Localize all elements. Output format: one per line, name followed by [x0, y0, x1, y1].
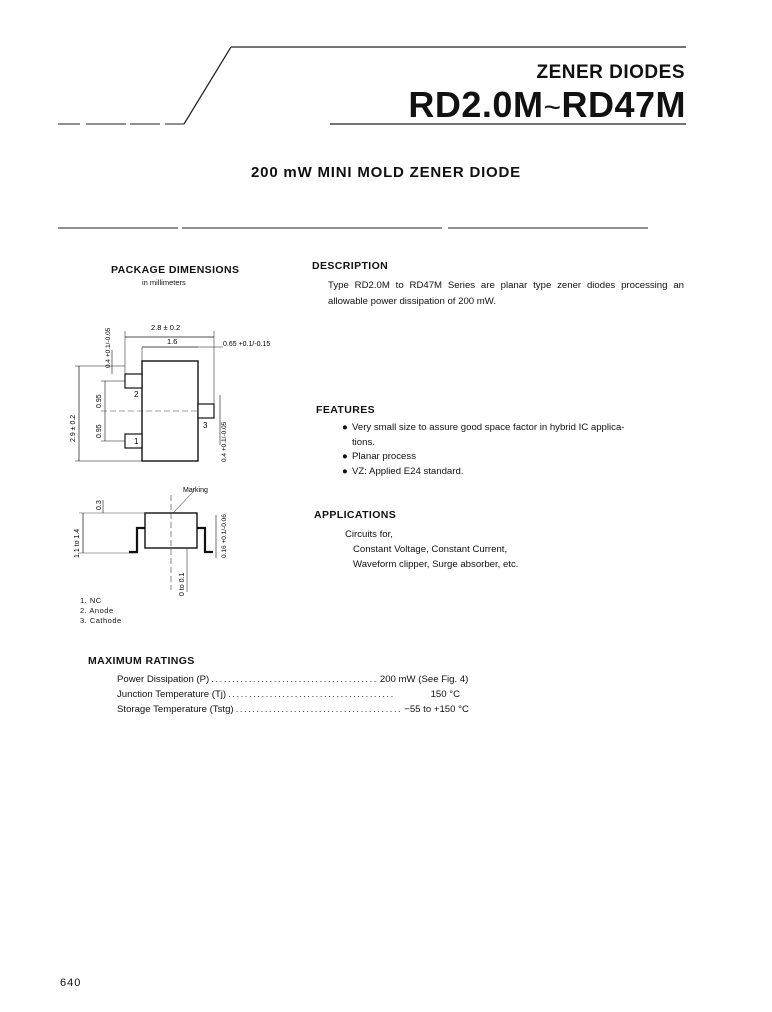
part-separator: ~ [543, 91, 562, 124]
dim-width-overall: 2.8 ± 0.2 [151, 323, 181, 332]
feature-item: ● VZ: Applied E24 standard. [342, 465, 684, 480]
feature-item: ● Very small size to assure good space factor in hybrid IC applica- tions. [342, 422, 625, 448]
dim-pitch-upper: 0.95 [96, 394, 103, 408]
pin-label-1: 1 [134, 437, 139, 446]
dim-height-overall: 2.9 ± 0.2 [70, 414, 77, 442]
rating-label: Storage Temperature (Tstg) [117, 704, 234, 715]
dim-side-top: 0.3 [96, 500, 103, 510]
page-number: 640 [60, 977, 82, 989]
part-range-title [300, 84, 686, 126]
rating-value: 200 mW (See Fig. 4) [379, 674, 469, 685]
package-unit-note: in millimeters [142, 278, 186, 287]
marking-label: Marking [183, 487, 208, 494]
dim-side-height: 1.1 to 1.4 [74, 528, 81, 558]
rating-label: Power Dissipation (P) [117, 674, 210, 685]
bullet-icon: ● [342, 451, 348, 462]
pin-label-3: 3 [203, 421, 208, 430]
category-title: ZENER DIODES [536, 62, 685, 83]
description-heading: DESCRIPTION [312, 260, 389, 272]
dim-pitch-lower: 0.95 [96, 424, 103, 438]
package-drawing [55, 300, 271, 600]
rating-label: Junction Temperature (Tj) [117, 689, 227, 700]
part-start: RD2.0M [408, 84, 544, 125]
rating-row: Storage Temperature (Tstg) ........................................ −55 to +150 °C [117, 704, 469, 715]
rating-row: Junction Temperature (Tj) ........................................ 150 °C [117, 689, 460, 700]
bullet-icon: ● [342, 422, 348, 433]
maximum-ratings-heading: MAXIMUM RATINGS [88, 655, 195, 667]
applications-line: Circuits for, [345, 529, 393, 540]
package-dimensions-heading: PACKAGE DIMENSIONS [111, 264, 240, 276]
feature-item: ● Planar process [342, 450, 684, 465]
features-list [342, 421, 684, 479]
dim-body-length: 1.6 [167, 337, 178, 346]
pin-label-2: 2 [134, 390, 139, 399]
pin-list [80, 596, 122, 626]
applications-heading: APPLICATIONS [314, 509, 397, 521]
features-heading: FEATURES [316, 404, 376, 416]
applications-text [345, 527, 518, 572]
pin-item: 2. Anode [80, 606, 114, 615]
pin-item: 1. NC [80, 596, 102, 605]
dim-standoff: 0 to 0.1 [179, 572, 186, 596]
rating-row: Power Dissipation (P) ........................................ 200 mW (See Fig. 4) [117, 674, 469, 685]
dim-lead-width-right: 0.65 +0.1/-0.15 [223, 341, 271, 348]
lead-pin-3 [198, 404, 214, 418]
dim-lead-width-top: 0.4 +0.1/-0.05 [105, 327, 112, 368]
dim-lead-width-bottom: 0.4 +0.1/-0.05 [221, 421, 228, 462]
pin-item: 3. Cathode [80, 616, 122, 625]
dim-lead-thickness: 0.16 +0.1/-0.06 [221, 514, 228, 558]
bullet-icon: ● [342, 465, 348, 477]
description-text: Type RD2.0M to RD47M Series are planar type zener diodes processing an allowable power dissipation of 200 mW. [328, 280, 684, 307]
applications-line: Waveform clipper, Surge absorber, etc. [353, 559, 519, 570]
part-end: RD47M [561, 84, 686, 125]
applications-line: Constant Voltage, Constant Current, [353, 544, 508, 555]
lead-pin-2 [125, 374, 142, 388]
rating-value: 150 °C [430, 689, 460, 700]
document-subtitle: 200 mW MINI MOLD ZENER DIODE [251, 164, 521, 181]
rating-value: −55 to +150 °C [404, 704, 469, 715]
